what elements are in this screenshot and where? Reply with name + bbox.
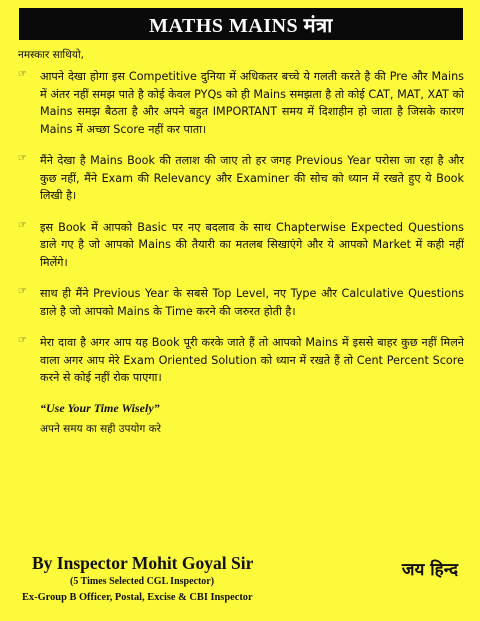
list-item <box>18 68 464 138</box>
list-item <box>18 219 464 272</box>
paragraph-3: इस Book में आपको Basic पर नए बदलाव के साथ Chapterwise Expected Questions डाले गए है जो आपको Mains की तैयारी का मतलब सिखाएंगे और ये आपको Market में कही नहीं मिलेंगे। <box>40 220 464 269</box>
list-item <box>18 285 464 320</box>
page-title: MATHS MAINS मंत्रा <box>149 14 333 37</box>
pointing-hand-icon: ☞ <box>18 153 27 164</box>
paragraph-4: साथ ही मैंने Previous Year के सबसे Top Level, नए Type और Calculative Questions डाले है जो आपको Mains के Time करने की जरुरत होती है। <box>40 287 464 318</box>
pointing-hand-icon: ☞ <box>18 219 27 231</box>
list-item <box>18 152 464 205</box>
author-line: By Inspector Mohit Goyal Sir <box>32 553 254 573</box>
list-item <box>18 334 464 387</box>
motto-quote-hindi: अपने समय का सही उपयोग करे <box>40 422 161 435</box>
pointing-hand-icon: ☞ <box>18 286 27 297</box>
motto-quote: “Use Your Time Wisely” <box>40 400 160 415</box>
greeting: नमस्कार साथियो, <box>18 49 85 61</box>
paragraph-5: मेरा दावा है अगर आप यह Book पूरी करके जाते हैं तो आपको Mains में इससे बाहर कुछ नहीं मिलने वाला अगर आप मेरे Exam Oriented Solution को ध्यान में रखते हैं तो Cent Percent Score करने से कोई नहीं रोक पाएगा। <box>40 336 464 384</box>
footer <box>0 551 480 621</box>
title-banner <box>19 8 463 40</box>
signoff: जय हिन्द <box>401 560 458 580</box>
pointing-hand-icon: ☞ <box>18 335 27 346</box>
author-credentials: Ex-Group B Officer, Postal, Excise & CBI Inspector <box>22 592 253 603</box>
pointing-hand-icon: ☞ <box>18 69 27 80</box>
paragraph-1: आपने देखा होगा इस Competitive दुनिया में अधिकतर बच्चे ये गलती करते है की Pre और Mains में अंतर नहीं समझ पाते है कोई केवल PYQs को ही Mains समझता है तो कोई CAT, MAT, XAT को Mains समझ बैठता है और अपने बहुत IMPORTANT समय में दिशाहीन हो जाता है जिसके कारण Mains में अच्छा Score नहीं कर पाता। <box>40 70 464 136</box>
author-subline: (5 Times Selected CGL Inspector) <box>70 576 215 587</box>
paragraph-2: मैंने देखा है Mains Book की तलाश की जाए तो हर जगह Previous Year परोसा जा रहा है और कुछ नहीं, मैंने Exam की Relevancy और Examiner की सोच को ध्यान में रखते हुए ये Book लिखी है। <box>40 154 464 202</box>
